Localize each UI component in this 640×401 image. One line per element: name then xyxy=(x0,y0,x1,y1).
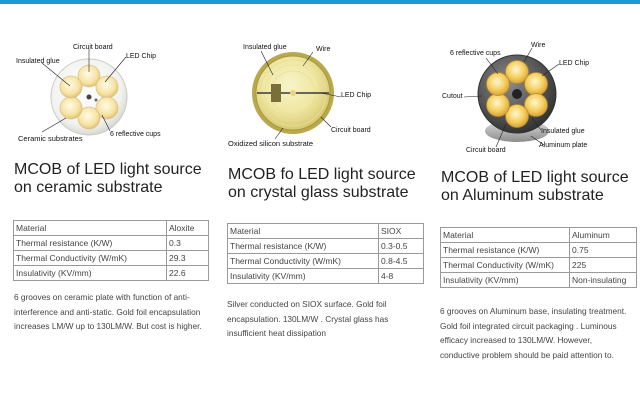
panel-heading: MCOB of LED light source on ceramic substrate xyxy=(14,161,202,196)
label-circuit-board: Circuit board xyxy=(331,127,371,134)
table-cell: 0.3-0.5 xyxy=(379,239,424,254)
table-row xyxy=(441,273,637,288)
label-reflective-cups: 6 reflective cups xyxy=(110,131,161,138)
label-circuit-board: Circuit board xyxy=(466,147,506,154)
table-cell: Aloxite xyxy=(167,221,209,236)
table-cell: Thermal resistance (K/W) xyxy=(228,239,379,254)
table-cell: Insulativity (KV/mm) xyxy=(441,273,570,288)
table-row xyxy=(228,254,424,269)
table-row xyxy=(441,258,637,273)
table-cell: 225 xyxy=(570,258,637,273)
table-cell: Thermal resistance (K/W) xyxy=(441,243,570,258)
label-insulated-glue: Insulated glue xyxy=(541,128,585,135)
panel-ceramic xyxy=(0,0,213,401)
label-oxidized-substrate: Oxidized silicon substrate xyxy=(228,139,314,148)
table-row xyxy=(228,239,424,254)
table-row xyxy=(14,221,209,236)
table-cell: Thermal Conductivity (W/mK) xyxy=(14,251,167,266)
label-cutout: Cutout xyxy=(442,93,463,100)
ceramic-led-photo xyxy=(0,0,213,150)
table-cell: Insulativity (KV/mm) xyxy=(228,269,379,284)
table-cell: Thermal Conductivity (W/mK) xyxy=(441,258,570,273)
spec-table xyxy=(227,223,424,284)
panel-heading: MCOB fo LED light source on crystal glass substrate xyxy=(228,166,416,201)
label-insulated-glue: Insulated glue xyxy=(243,44,287,51)
panel-description: Silver conducted on SIOX surface. Gold foil encapsulation. 130LM/W . Crystal glass has insufficient heat dissipation xyxy=(227,299,389,338)
table-row xyxy=(441,243,637,258)
label-led-chip: LED Chip xyxy=(559,60,589,67)
table-row xyxy=(14,266,209,281)
table-row xyxy=(228,224,424,239)
panel-crystal-glass xyxy=(213,0,426,401)
label-led-chip: LED Chip xyxy=(341,92,371,99)
table-cell: 0.75 xyxy=(570,243,637,258)
table-cell: Aluminum xyxy=(570,228,637,243)
label-wire: Wire xyxy=(531,42,546,49)
table-cell: Thermal resistance (K/W) xyxy=(14,236,167,251)
table-row xyxy=(14,251,209,266)
panel-description: 6 grooves on ceramic plate with function of anti-interference and anti-static. Gold foil encapsulation increases LM/W up to 130LM/W. But cost is higher. xyxy=(14,292,202,331)
table-cell: Material xyxy=(14,221,167,236)
table-cell: Thermal Conductivity (W/mK) xyxy=(228,254,379,269)
crystal-glass-led-photo xyxy=(213,0,426,150)
panel-heading: MCOB of LED light source on Aluminum substrate xyxy=(441,169,629,204)
table-cell: 0.8-4.5 xyxy=(379,254,424,269)
table-row xyxy=(441,228,637,243)
label-led-chip: LED Chip xyxy=(126,53,156,60)
label-wire: Wire xyxy=(316,46,331,53)
table-row xyxy=(14,236,209,251)
table-cell: Material xyxy=(441,228,570,243)
panel-aluminum xyxy=(426,0,640,401)
table-cell: Insulativity (KV/mm) xyxy=(14,266,167,281)
label-reflective-cups: 6 reflective cups xyxy=(450,50,501,57)
table-cell: 29.3 xyxy=(167,251,209,266)
panel-description: 6 grooves on Aluminum base, insulating treatment. Gold foil integrated circuit packaging . Luminous efficacy increased to 130LM/W. However, conductive problem should be paid attention to. xyxy=(440,306,627,360)
table-cell: SIOX xyxy=(379,224,424,239)
table-cell: 22.6 xyxy=(167,266,209,281)
label-insulated-glue: Insulated glue xyxy=(16,58,60,65)
label-aluminum-plate: Aluminum plate xyxy=(539,142,588,149)
table-cell: Material xyxy=(228,224,379,239)
aluminum-led-photo xyxy=(426,0,640,160)
table-cell: 0.3 xyxy=(167,236,209,251)
spec-table xyxy=(13,220,209,281)
table-cell: Non-insulating xyxy=(570,273,637,288)
table-row xyxy=(228,269,424,284)
spec-table xyxy=(440,227,637,288)
label-circuit-board: Circuit board xyxy=(73,44,113,51)
label-ceramic-substrates: Ceramic substrates xyxy=(18,134,83,143)
table-cell: 4-8 xyxy=(379,269,424,284)
